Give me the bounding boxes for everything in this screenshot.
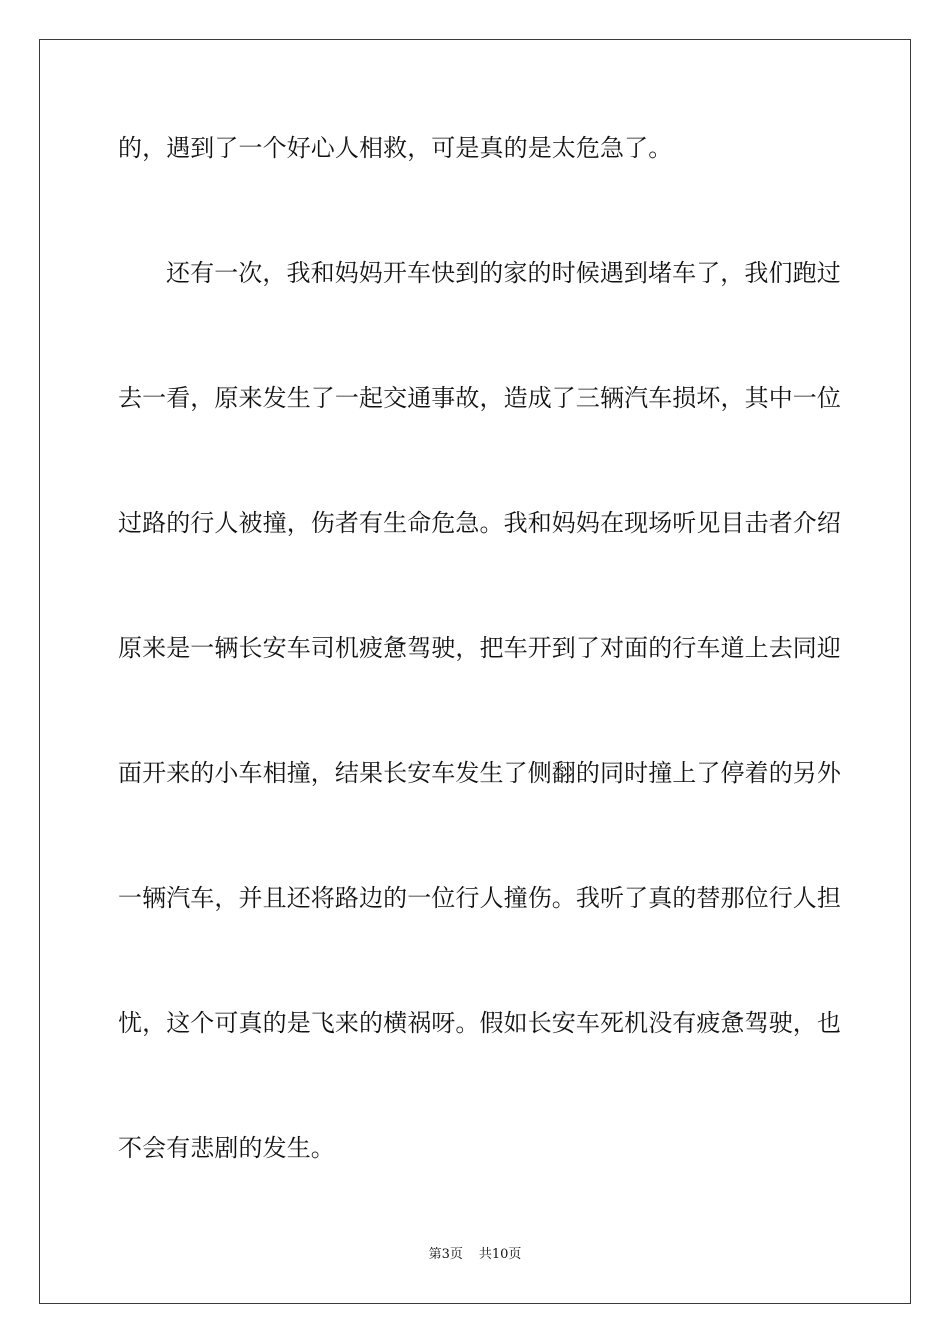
text-line: 忧，这个可真的是飞来的横祸呀。假如长安车死机没有疲惫驾驶，也	[118, 1009, 841, 1037]
page-total: 共10页	[478, 1247, 522, 1262]
text-line: 过路的行人被撞，伤者有生命危急。我和妈妈在现场听见目击者介绍	[118, 509, 841, 537]
text-line: 原来是一辆长安车司机疲惫驾驶，把车开到了对面的行车道上去同迎	[118, 634, 841, 662]
paragraph-first-line: 还有一次，我和妈妈开车快到的家的时候遇到堵车了，我们跑过	[166, 259, 841, 287]
page-footer	[0, 1247, 950, 1263]
page-number: 第3页	[428, 1247, 463, 1262]
text-line: 不会有悲剧的发生。	[118, 1134, 335, 1162]
text-line: 去一看，原来发生了一起交通事故，造成了三辆汽车损坏，其中一位	[118, 384, 841, 412]
text-line: 的，遇到了一个好心人相救，可是真的是太危急了。	[118, 134, 673, 162]
text-line: 面开来的小车相撞，结果长安车发生了侧翻的同时撞上了停着的另外	[118, 759, 841, 787]
text-line: 一辆汽车，并且还将路边的一位行人撞伤。我听了真的替那位行人担	[118, 884, 841, 912]
